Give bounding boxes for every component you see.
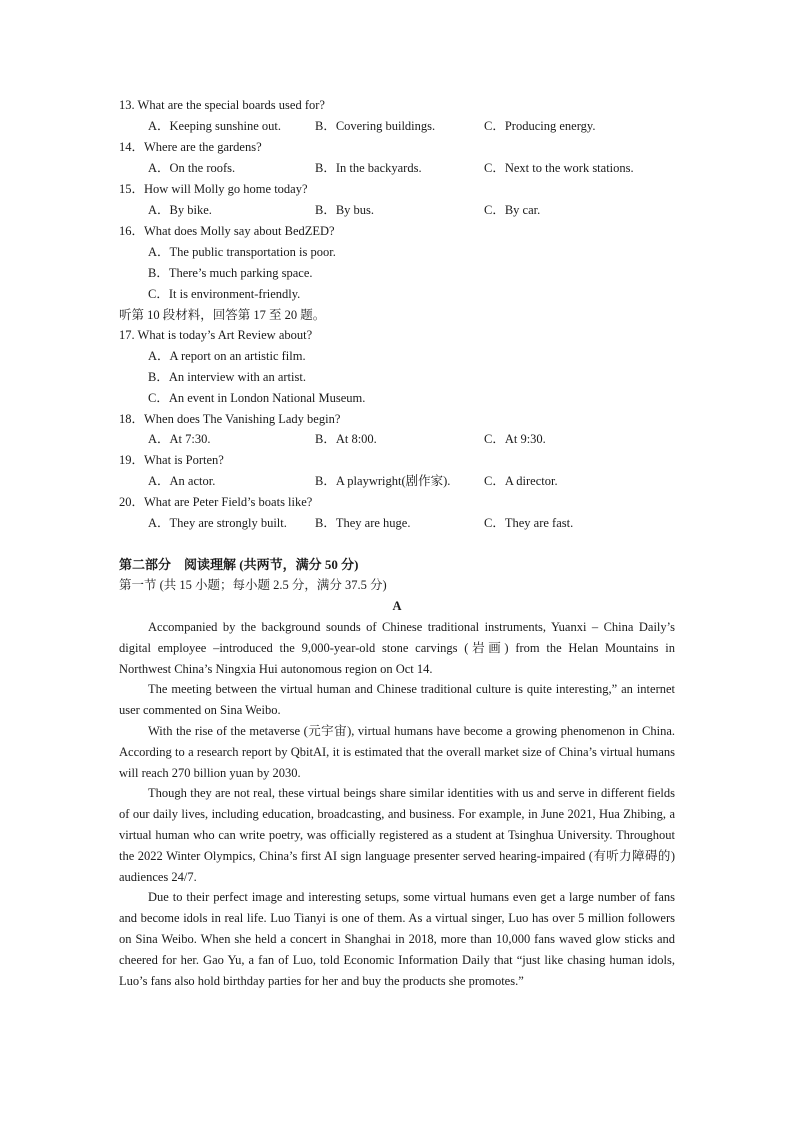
section-10-instruction: 听第 10 段材料，回答第 17 至 20 题。 bbox=[119, 308, 326, 322]
passage-paragraph-4: Though they are not real, these virtual beings share similar identities with us and serve in different fields of our daily lives, including education, broadcasting, and business. For example, in June 2021, Hua Zhibing, a virtual human who can write poetry, was officially registered as a student at Tsinghua University. Throughout the 2022 Winter Olympics, China’s first AI sign language presenter served hearing-impaired (有听力障碍的) audiences 24/7. bbox=[119, 786, 675, 884]
question-13-option-a: A．Keeping sunshine out. bbox=[148, 119, 281, 133]
question-19-option-c: C．A director. bbox=[484, 474, 558, 488]
passage-paragraph-5: Due to their perfect image and interesting setups, some virtual humans even get a large number of fans and become idols in real life. Luo Tianyi is one of them. As a virtual singer, Luo has over 5 million followers on Sina Weibo. When she held a concert in Shanghai in 2018, more than 10,000 fans waved glow sticks and cheered for her. Gao Yu, a fan of Luo, told Economic Information Daily that “just like chasing human idols, Luo’s fans also hold birthday parties for her and buy the products she promotes.” bbox=[119, 890, 675, 988]
passage-paragraph-1: Accompanied by the background sounds of Chinese traditional instruments, Yuanxi – China Daily’s digital employee –introduced the 9,000-year-old stone carvings (岩画) from the Helan Mountains in Northwest China’s Ningxia Hui autonomous region on Oct 14. bbox=[119, 620, 675, 676]
question-15-option-b: B．By bus. bbox=[315, 203, 375, 217]
question-13-option-c: C．Producing energy. bbox=[484, 119, 596, 133]
question-17-option-a: A．A report on an artistic film. bbox=[148, 349, 306, 363]
question-14-stem: 14．Where are the gardens? bbox=[119, 140, 262, 154]
question-19-option-a: A．An actor. bbox=[148, 474, 216, 488]
part-two-title: 第二部分 阅读理解 (共两节，满分 50 分) bbox=[119, 557, 359, 572]
question-13-option-b: B．Covering buildings. bbox=[315, 119, 436, 133]
question-17-option-c: C．An event in London National Museum. bbox=[148, 391, 366, 405]
question-17-stem: 17. What is today’s Art Review about? bbox=[119, 328, 313, 342]
question-13-stem: 13. What are the special boards used for? bbox=[119, 98, 325, 112]
question-15-option-a: A．By bike. bbox=[148, 203, 212, 217]
question-16-option-a: A．The public transportation is poor. bbox=[148, 245, 336, 259]
question-18-option-c: C．At 9:30. bbox=[484, 432, 546, 446]
question-14-option-b: B．In the backyards. bbox=[315, 161, 422, 175]
question-16-option-b: B．There’s much parking space. bbox=[148, 266, 313, 280]
question-20-option-c: C．They are fast. bbox=[484, 516, 574, 530]
question-15-stem: 15．How will Molly go home today? bbox=[119, 182, 308, 196]
question-18-stem: 18．When does The Vanishing Lady begin? bbox=[119, 412, 341, 426]
passage-paragraph-2: The meeting between the virtual human and Chinese traditional culture is quite interesting,” an internet user commented on Sina Weibo. bbox=[119, 682, 675, 717]
question-14-option-c: C．Next to the work stations. bbox=[484, 161, 634, 175]
question-19-option-b: B．A playwright(剧作家). bbox=[315, 474, 451, 488]
section-one-title: 第一节 (共 15 小题；每小题 2.5 分，满分 37.5 分) bbox=[119, 578, 387, 592]
question-14-option-a: A．On the roofs. bbox=[148, 161, 236, 175]
question-20-stem: 20．What are Peter Field’s boats like? bbox=[119, 495, 313, 509]
question-16-option-c: C．It is environment-friendly. bbox=[148, 287, 301, 301]
question-18-option-a: A．At 7:30. bbox=[148, 432, 211, 446]
passage-label: A bbox=[392, 599, 402, 613]
question-17-option-b: B．An interview with an artist. bbox=[148, 370, 306, 384]
question-20-option-a: A．They are strongly built. bbox=[148, 516, 287, 530]
question-19-stem: 19．What is Porten? bbox=[119, 453, 224, 467]
question-15-option-c: C．By car. bbox=[484, 203, 541, 217]
question-18-option-b: B．At 8:00. bbox=[315, 432, 377, 446]
question-16-stem: 16．What does Molly say about BedZED? bbox=[119, 224, 335, 238]
question-20-option-b: B．They are huge. bbox=[315, 516, 411, 530]
passage-paragraph-3: With the rise of the metaverse (元宇宙), virtual humans have become a growing phenomenon in China. According to a research report by QbitAI, it is estimated that the overall market size of China’s virtual humans will reach 270 billion yuan by 2030. bbox=[119, 724, 675, 780]
